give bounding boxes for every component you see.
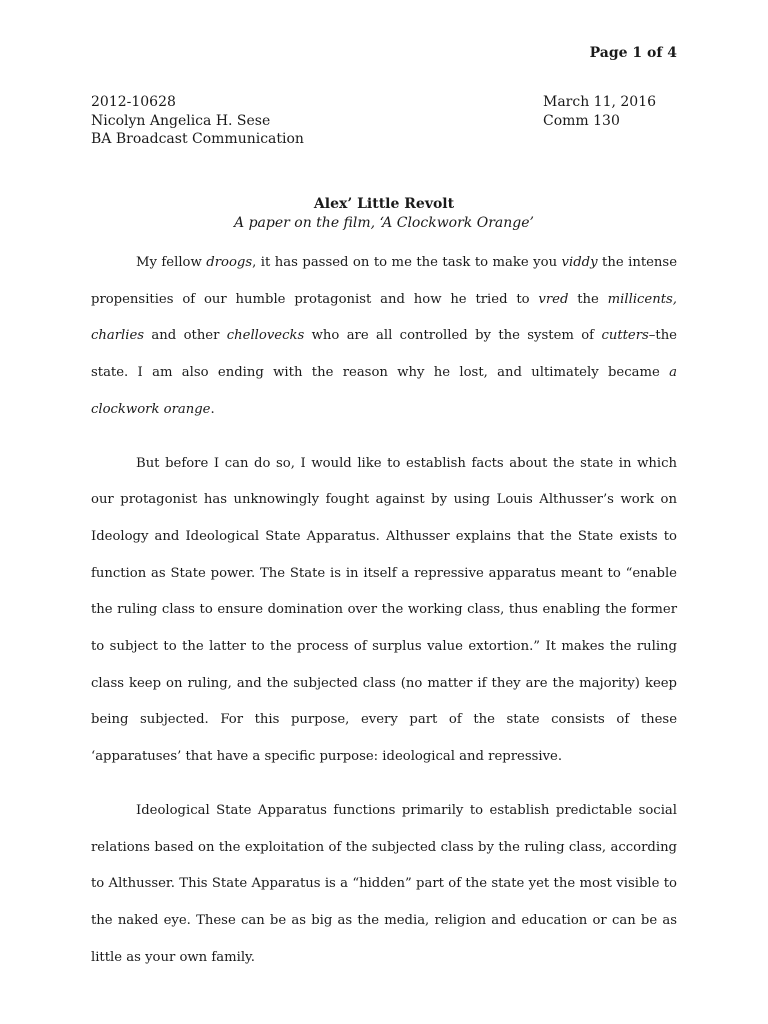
text-segment: the intense propensities of our humble protagonist and how he tried to	[91, 255, 677, 307]
body-paragraph	[91, 446, 677, 776]
text-segment: My fellow	[136, 255, 207, 270]
program-name: BA Broadcast Communication	[91, 131, 304, 147]
page-number: Page 1 of 4	[589, 45, 677, 61]
italic-term: vred	[538, 291, 569, 307]
text-segment: Ideological State Apparatus functions primarily to establish predictable social relations based on the exploitation of the subjected class by the ruling class, according to Althusser. This State Apparatus is a “hidden” part of the state yet the most visible to the naked eye. These can be as big as the media, religion and education or can be as little as your own family.	[91, 802, 677, 965]
italic-term: viddy	[561, 255, 598, 270]
italic-term: droogs	[206, 255, 253, 270]
header-row-3	[91, 130, 677, 149]
text-segment: .	[210, 401, 215, 417]
italic-term: a clockwork orange	[91, 365, 677, 417]
text-segment: , it has passed on to me the task to make you	[252, 255, 562, 270]
text-segment: –the state. I am also ending with the reason why he lost, and ultimately became	[91, 328, 677, 381]
header-row-2	[91, 112, 677, 131]
body-paragraph	[91, 245, 677, 429]
paper-title: Alex’ Little Revolt	[313, 196, 455, 212]
text-segment: who are all controlled by the system of	[304, 328, 602, 344]
text-segment: But before I can do so, I would like to establish facts about the state in which our protagonist has unknowingly fought against by using Louis Althusser’s work on Ideology and Ideological State Apparatus. Althusser explains that the State exists to function as State power. The State is in itself a repressive apparatus meant to “enable the ruling class to ensure domination over the working class, thus enabling the former to subject to the latter to the process of surplus value extortion.” It makes the ruling class keep on ruling, and the subjected class (no matter if they are the majority) keep being subjected. For this purpose, every part of the state consists of these ‘apparatuses’ that have a specific purpose: ideological and repressive.	[91, 455, 677, 765]
title-block	[91, 195, 677, 232]
student-id: 2012-10628	[91, 94, 176, 110]
author-name: Nicolyn Angelica H. Sese	[91, 112, 271, 129]
italic-term: millicents, charlies	[91, 291, 677, 344]
italic-term: chellovecks	[226, 328, 305, 344]
date: March 11, 2016	[543, 94, 657, 110]
paper-subtitle: A paper on the film, ‘A Clockwork Orange’	[234, 214, 534, 231]
text-segment: the	[568, 291, 608, 307]
italic-term: cutters	[601, 328, 649, 344]
body-text	[91, 245, 677, 993]
header-row-1	[91, 93, 677, 112]
text-segment: and other	[144, 328, 227, 344]
course-code: Comm 130	[543, 112, 620, 129]
body-paragraph	[91, 793, 677, 977]
document-header	[91, 93, 677, 149]
